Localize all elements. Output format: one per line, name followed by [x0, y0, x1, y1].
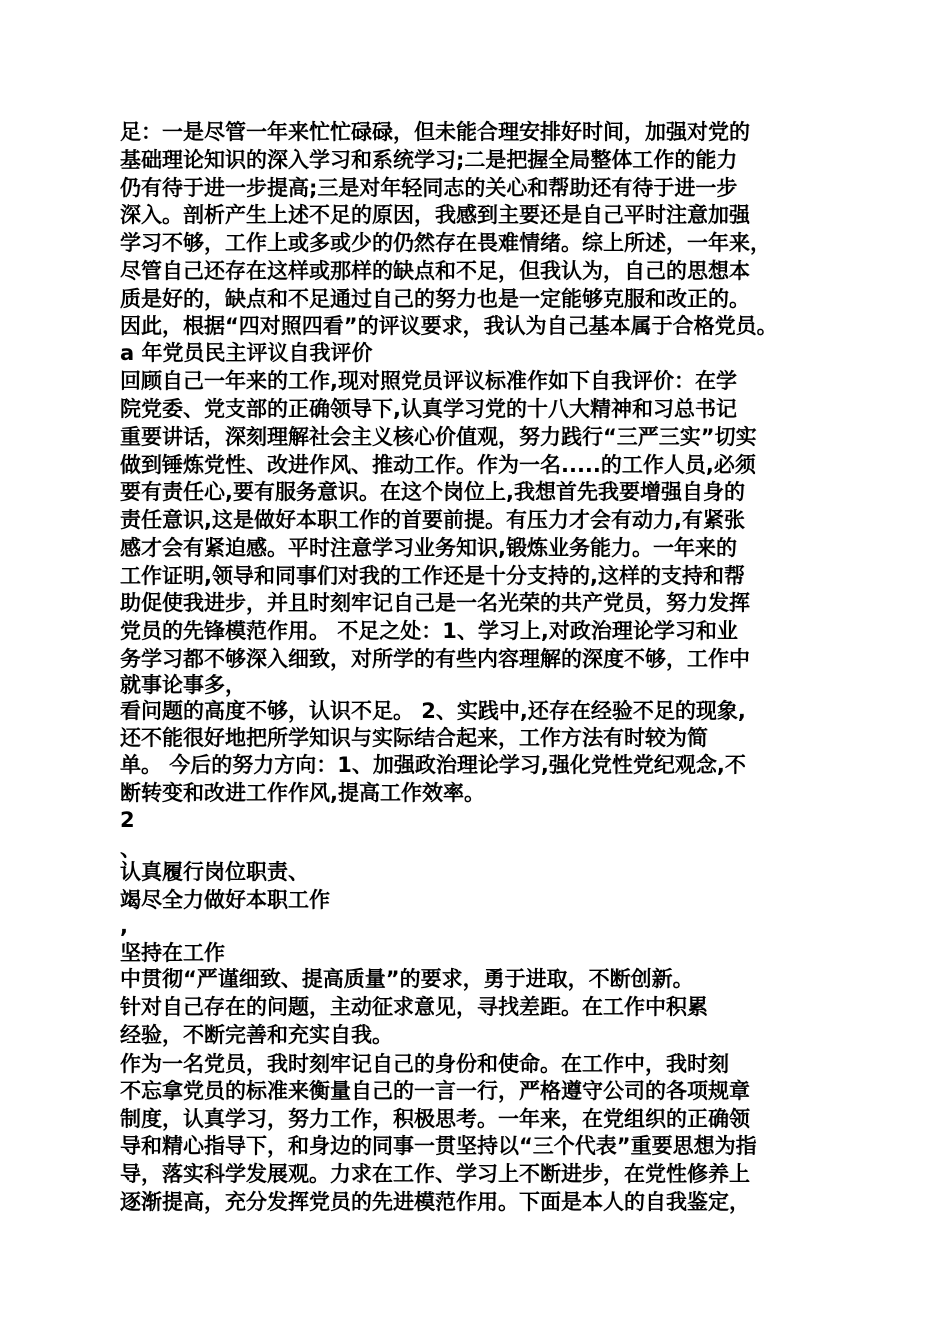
- text-line: 单。 今后的努力方向：1、加强政治理论学习,强化党性党纪观念,不: [120, 753, 746, 777]
- text-line: 制度，认真学习，努力工作，积极思考。一年来，在党组织的正确领: [120, 1107, 750, 1131]
- text-line: 中贯彻“严谨细致、提高质量”的要求，勇于进取，不断创新。: [120, 967, 694, 991]
- text-line: 导和精心指导下，和身边的同事一贯坚持以“三个代表”重要思想为指: [120, 1134, 757, 1158]
- text-line: 坚持在工作: [120, 941, 225, 965]
- text-line: 逐渐提高，充分发挥党员的先进模范作用。下面是本人的自我鉴定，: [120, 1190, 750, 1214]
- text-line: 足：一是尽管一年来忙忙碌碌，但未能合理安排好时间，加强对党的: [120, 120, 750, 144]
- text-line: 工作证明,领导和同事们对我的工作还是十分支持的,这样的支持和帮: [120, 564, 745, 588]
- text-line: 2: [120, 808, 135, 832]
- text-line: 还不能很好地把所学知识与实际结合起来，工作方法有时较为简: [120, 726, 708, 750]
- text-line: 重要讲话，深刻理解社会主义核心价值观，努力践行“三严三实”切实: [120, 425, 757, 449]
- text-line: 回顾自己一年来的工作,现对照党员评议标准作如下自我评价：在学: [120, 369, 737, 393]
- text-line: 针对自己存在的问题，主动征求意见，寻找差距。在工作中积累: [120, 995, 708, 1019]
- text-line: 认真履行岗位职责、: [120, 860, 309, 884]
- text-line: 因此，根据“四对照四看”的评议要求，我认为自己基本属于合格党员。: [120, 314, 778, 338]
- text-line: 要有责任心,要有服务意识。在这个岗位上,我想首先我要增强自身的: [120, 480, 745, 504]
- text-line: 导，落实科学发展观。力求在工作、学习上不断进步，在党性修养上: [120, 1162, 750, 1186]
- text-line: 感才会有紧迫感。平时注意学习业务知识,锻炼业务能力。一年来的: [120, 536, 737, 560]
- text-line: 做到锤炼党性、改进作风、推动工作。作为一名.....的工作人员,必须: [120, 453, 756, 477]
- text-line: 党员的先锋模范作用。 不足之处：1、学习上,对政治理论学习和业: [120, 619, 738, 643]
- text-line: 深入。剖析产生上述不足的原因，我感到主要还是自己平时注意加强: [120, 203, 750, 227]
- text-line: 不忘拿党员的标准来衡量自己的一言一行，严格遵守公司的各项规章: [120, 1079, 750, 1103]
- text-line: 经验，不断完善和充实自我。: [120, 1023, 393, 1047]
- text-line: 断转变和改进工作作风,提高工作效率。: [120, 781, 485, 805]
- text-line: 、: [120, 837, 141, 861]
- text-line: 看问题的高度不够，认识不足。 2、实践中,还存在经验不足的现象,: [120, 699, 746, 723]
- text-line: 质是好的，缺点和不足通过自己的努力也是一定能够克服和改正的。: [120, 287, 750, 311]
- text-line: 责任意识,这是做好本职工作的首要前提。有压力才会有动力,有紧张: [120, 508, 745, 532]
- section-heading: a 年党员民主评议自我评价: [120, 341, 373, 365]
- text-line: 务学习都不够深入细致，对所学的有些内容理解的深度不够，工作中: [120, 647, 750, 671]
- text-line: 院党委、党支部的正确领导下,认真学习党的十八大精神和习总书记: [120, 397, 737, 421]
- text-line: 就事论事多，: [120, 673, 246, 697]
- text-line: 尽管自己还存在这样或那样的缺点和不足，但我认为，自己的思想本: [120, 259, 750, 283]
- text-line: 竭尽全力做好本职工作: [120, 888, 330, 912]
- text-line: 作为一名党员，我时刻牢记自己的身份和使命。在工作中，我时刻: [120, 1052, 729, 1076]
- text-line: 基础理论知识的深入学习和系统学习;二是把握全局整体工作的能力: [120, 148, 738, 172]
- text-line: 仍有待于进一步提高;三是对年轻同志的关心和帮助还有待于进一步: [120, 176, 738, 200]
- text-line: ,: [120, 914, 128, 938]
- text-line: 学习不够，工作上或多或少的仍然存在畏难情绪。综上所述，一年来，: [120, 231, 771, 255]
- text-line: 助促使我进步，并且时刻牢记自己是一名光荣的共产党员，努力发挥: [120, 591, 750, 615]
